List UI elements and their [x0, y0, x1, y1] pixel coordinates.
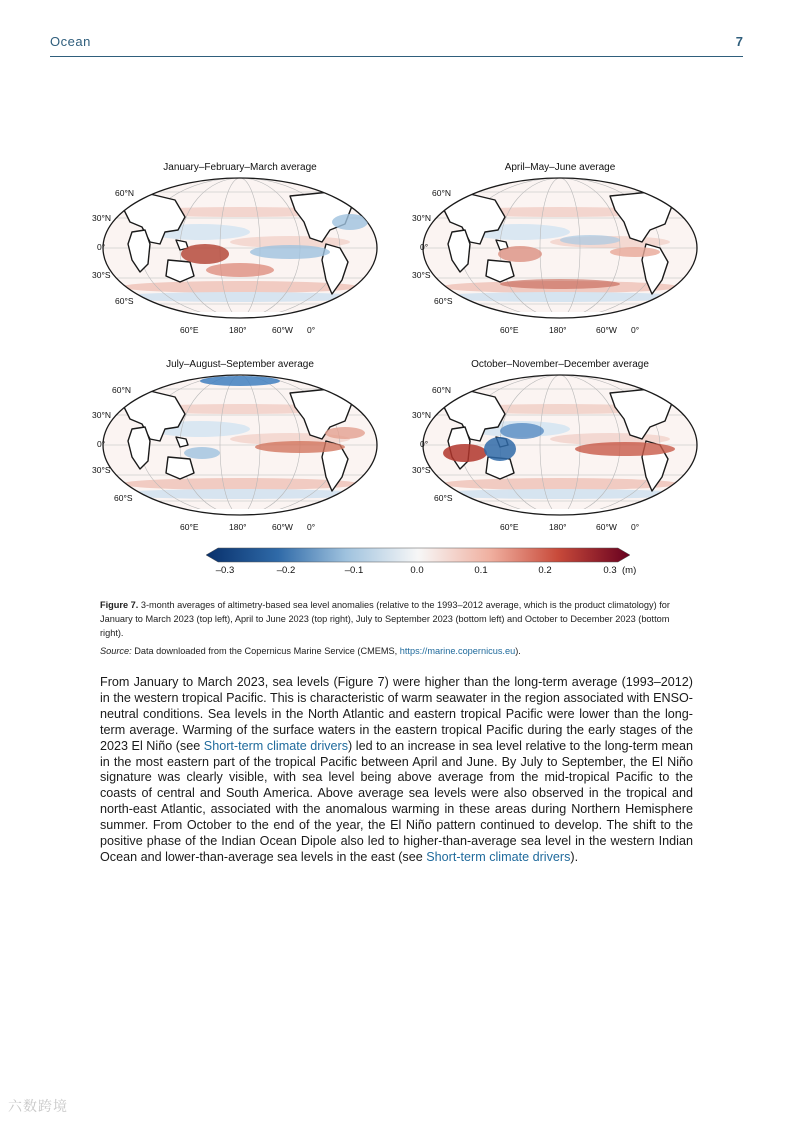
body-text-b: ) led to an increase in sea level relative to the long-term mean in the most eastern part of the tropical Pacific between April and June. By July to September, the El Niño signature was clearly visible, with sea level being above average from the mid-tropical Pacific to the coasts of central and South America. Above average sea levels were also observed in the tropical and north-east Atlantic, associated with the anomalous warming in these areas during Northern Hemisphere summer. From October to the end of the year, the El Niño pattern continued to develop. The shift to the positive phase of the Indian Ocean Dipole also led to higher-than-average sea level in the western Indian Ocean and lower-than-average sea levels in the east (see: [100, 738, 693, 864]
colorbar: [206, 547, 636, 579]
figure-source: [100, 646, 694, 656]
page-number: 7: [735, 34, 743, 49]
map-panel-jas: [90, 359, 390, 539]
panel-title: July–August–September average: [166, 359, 314, 370]
colorbar-unit: (m): [622, 565, 637, 576]
figure-label: Figure 7.: [100, 600, 139, 610]
lat-label: 60°N: [115, 188, 134, 198]
lon-label: 60°W: [596, 522, 617, 532]
map-panel-amj: [410, 162, 710, 342]
lat-label: 60°S: [434, 493, 453, 503]
body-text-a: From January to March 2023, sea levels (Figure 7) were higher than the long-term average (1993–2012) in the western tropical Pacific. This is characteristic of warm seawater in the region associated with ENSO-neutral conditions. Sea levels in the North Atlantic and eastern tropical Pacific were lower than the long-term average. Warming of the surface waters in the eastern tropical Pacific during the early stages of the 2023 El Niño (see: [100, 675, 693, 753]
lon-label: 60°E: [180, 325, 199, 335]
short-term-drivers-link[interactable]: Short-term climate drivers: [203, 738, 349, 753]
panel-title: April–May–June average: [504, 162, 616, 173]
lon-label: 60°W: [596, 325, 617, 335]
watermark: 六数跨境: [8, 1098, 68, 1114]
map-panel-jfm: [90, 162, 390, 342]
colorbar-tick: 0.3: [603, 565, 617, 576]
page-header: [50, 34, 743, 57]
lat-label: 30°S: [412, 465, 431, 475]
lat-label: 0°: [420, 439, 429, 449]
source-text: Data downloaded from the Copernicus Marine Service (CMEMS,: [131, 646, 400, 656]
lon-label: 60°W: [272, 522, 293, 532]
sea-level-map: [410, 172, 710, 327]
lon-label: 0°: [631, 522, 640, 532]
lat-label: 60°S: [114, 493, 133, 503]
lat-label: 60°S: [115, 296, 134, 306]
short-term-drivers-link[interactable]: Short-term climate drivers: [426, 849, 571, 864]
lon-label: 0°: [307, 522, 316, 532]
source-end: ).: [515, 646, 521, 656]
caption-text: 3-month averages of altimetry-based sea level anomalies (relative to the 1993–2012 average, which is the product climatology) for January to March 2023 (top left), April to June 2023 (top right), July to September 2023 (bottom left) and October to December 2023 (bottom right).: [100, 600, 670, 638]
lat-label: 30°N: [412, 213, 431, 223]
lon-label: 60°W: [272, 325, 293, 335]
panel-title: October–November–December average: [471, 359, 649, 370]
lat-label: 30°N: [92, 213, 111, 223]
body-paragraph: [100, 675, 693, 866]
body-text-c: ).: [570, 849, 579, 864]
lat-label: 30°S: [412, 270, 431, 280]
lon-label: 180°: [549, 522, 567, 532]
source-label: Source:: [100, 646, 132, 656]
lon-label: 180°: [229, 522, 247, 532]
lat-label: 30°N: [412, 410, 431, 420]
lon-label: 180°: [549, 325, 567, 335]
colorbar-tick: –0.1: [344, 565, 364, 576]
panel-title: January–February–March average: [163, 162, 317, 173]
lat-label: 0°: [420, 242, 429, 252]
lon-label: 180°: [229, 325, 247, 335]
colorbar-tick: –0.3: [215, 565, 235, 576]
colorbar-tick: 0.0: [410, 565, 424, 576]
sea-level-map: [90, 369, 390, 524]
map-panel-ond: [410, 359, 710, 539]
lat-label: 0°: [97, 242, 106, 252]
lon-label: 60°E: [500, 325, 519, 335]
sea-level-map: [410, 369, 710, 524]
colorbar-tick: 0.2: [538, 565, 552, 576]
lat-label: 60°N: [432, 385, 451, 395]
lon-label: 60°E: [180, 522, 199, 532]
lat-label: 30°S: [92, 465, 111, 475]
sea-level-map: [90, 172, 390, 327]
lat-label: 60°N: [112, 385, 131, 395]
lat-label: 60°N: [432, 188, 451, 198]
source-link[interactable]: https://marine.copernicus.eu: [399, 646, 516, 656]
lon-label: 0°: [307, 325, 316, 335]
lat-label: 0°: [97, 439, 106, 449]
lon-label: 60°E: [500, 522, 519, 532]
colorbar-gradient: [206, 547, 636, 563]
lat-label: 30°N: [92, 410, 111, 420]
figure-caption: [100, 598, 694, 640]
section-title: Ocean: [50, 34, 91, 49]
lat-label: 30°S: [92, 270, 111, 280]
colorbar-tick: 0.1: [474, 565, 488, 576]
lon-label: 0°: [631, 325, 640, 335]
colorbar-tick: –0.2: [276, 565, 296, 576]
lat-label: 60°S: [434, 296, 453, 306]
